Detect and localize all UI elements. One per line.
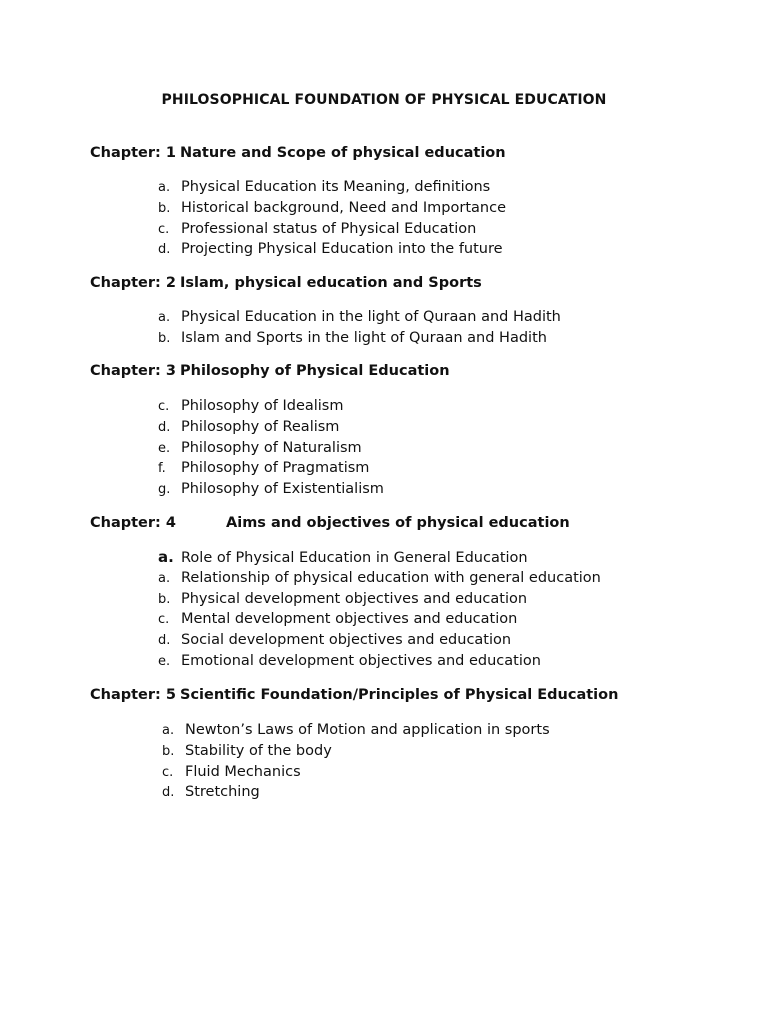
list-marker: b. — [158, 200, 171, 216]
chapter-5-heading — [90, 687, 618, 703]
list-item — [158, 438, 384, 459]
chapter-title: Nature and Scope of physical education — [180, 145, 506, 161]
list-marker: c. — [158, 221, 170, 237]
list-item — [158, 396, 384, 417]
chapter-5-topic-list — [162, 720, 550, 803]
list-item — [162, 782, 550, 803]
chapter-title: Philosophy of Physical Education — [180, 363, 450, 379]
chapter-1-topic-list — [158, 177, 506, 260]
list-item — [158, 651, 601, 672]
list-marker: b. — [162, 743, 175, 759]
list-marker: a. — [158, 180, 171, 195]
list-item — [158, 417, 384, 438]
list-item — [158, 177, 506, 198]
list-item-text: Philosophy of Pragmatism — [181, 460, 370, 477]
list-item-text: Newton’s Laws of Motion and application in sports — [185, 722, 550, 738]
chapter-label: Chapter: 2 — [90, 275, 176, 291]
list-item-text: Role of Physical Education in General Education — [181, 550, 528, 566]
list-item — [158, 609, 601, 630]
chapter-label: Chapter: 3 — [90, 363, 176, 379]
list-item — [158, 239, 506, 260]
chapter-label: Chapter: 4 — [90, 515, 176, 531]
list-item — [158, 219, 506, 240]
list-item — [158, 328, 561, 349]
chapter-4-heading — [90, 515, 570, 531]
list-marker: a. — [158, 310, 171, 325]
list-item-text: Emotional development objectives and education — [181, 652, 541, 669]
list-item-text: Islam and Sports in the light of Quraan and Hadith — [181, 329, 547, 346]
list-item-text: Physical Education its Meaning, definitions — [181, 179, 491, 195]
list-item — [158, 589, 601, 610]
list-item — [158, 307, 561, 328]
list-item-text: Projecting Physical Education into the future — [181, 241, 503, 258]
list-item — [158, 458, 384, 479]
list-item — [158, 568, 601, 589]
document-title: PHILOSOPHICAL FOUNDATION OF PHYSICAL EDUCATION — [161, 92, 607, 108]
list-item — [162, 741, 550, 762]
chapter-2-heading — [90, 275, 482, 291]
list-item — [162, 762, 550, 783]
list-item-text: Physical Education in the light of Quraan and Hadith — [181, 309, 561, 325]
list-item-text: Philosophy of Naturalism — [181, 439, 362, 456]
list-item-text: Fluid Mechanics — [185, 763, 301, 780]
list-item-text: Historical background, Need and Importance — [181, 199, 506, 216]
list-marker: a. — [162, 723, 175, 738]
list-item-text: Stretching — [185, 784, 260, 801]
list-item-text: Professional status of Physical Education — [181, 220, 477, 237]
list-item — [158, 630, 601, 651]
list-marker: d. — [158, 242, 171, 258]
list-marker: e. — [158, 653, 171, 669]
chapter-2-topic-list — [158, 307, 561, 349]
list-item — [158, 547, 601, 568]
chapter-title: Scientific Foundation/Principles of Physical Education — [180, 687, 619, 703]
list-marker: d. — [158, 633, 171, 649]
list-marker: f. — [158, 461, 166, 477]
list-marker: c. — [162, 764, 174, 780]
list-item-text: Philosophy of Idealism — [181, 398, 344, 414]
list-marker: b. — [158, 330, 171, 346]
list-marker: d. — [162, 785, 175, 801]
chapter-title: Islam, physical education and Sports — [180, 275, 482, 291]
chapter-label: Chapter: 5 — [90, 687, 176, 703]
chapter-4-topic-list — [158, 547, 601, 672]
list-marker: a. — [158, 548, 174, 566]
list-marker: c. — [158, 399, 170, 414]
list-item — [158, 198, 506, 219]
chapter-3-heading — [90, 363, 450, 379]
list-marker: d. — [158, 419, 171, 435]
chapter-3-topic-list — [158, 396, 384, 500]
list-item-text: Relationship of physical education with general education — [181, 569, 601, 586]
list-marker: g. — [158, 482, 171, 498]
list-item — [162, 720, 550, 741]
list-item-text: Mental development objectives and education — [181, 611, 518, 628]
list-item-text: Philosophy of Existentialism — [181, 481, 384, 498]
chapter-title: Aims and objectives of physical education — [226, 515, 570, 531]
list-marker: a. — [158, 570, 171, 586]
list-item-text: Social development objectives and education — [181, 632, 512, 649]
list-item-text: Philosophy of Realism — [181, 418, 340, 435]
list-marker: e. — [158, 440, 171, 456]
list-marker: b. — [158, 591, 171, 607]
list-item-text: Stability of the body — [185, 742, 332, 759]
list-item — [158, 479, 384, 500]
list-marker: c. — [158, 612, 170, 628]
chapter-label: Chapter: 1 — [90, 145, 176, 161]
chapter-1-heading — [90, 145, 506, 161]
list-item-text: Physical development objectives and education — [181, 590, 528, 607]
